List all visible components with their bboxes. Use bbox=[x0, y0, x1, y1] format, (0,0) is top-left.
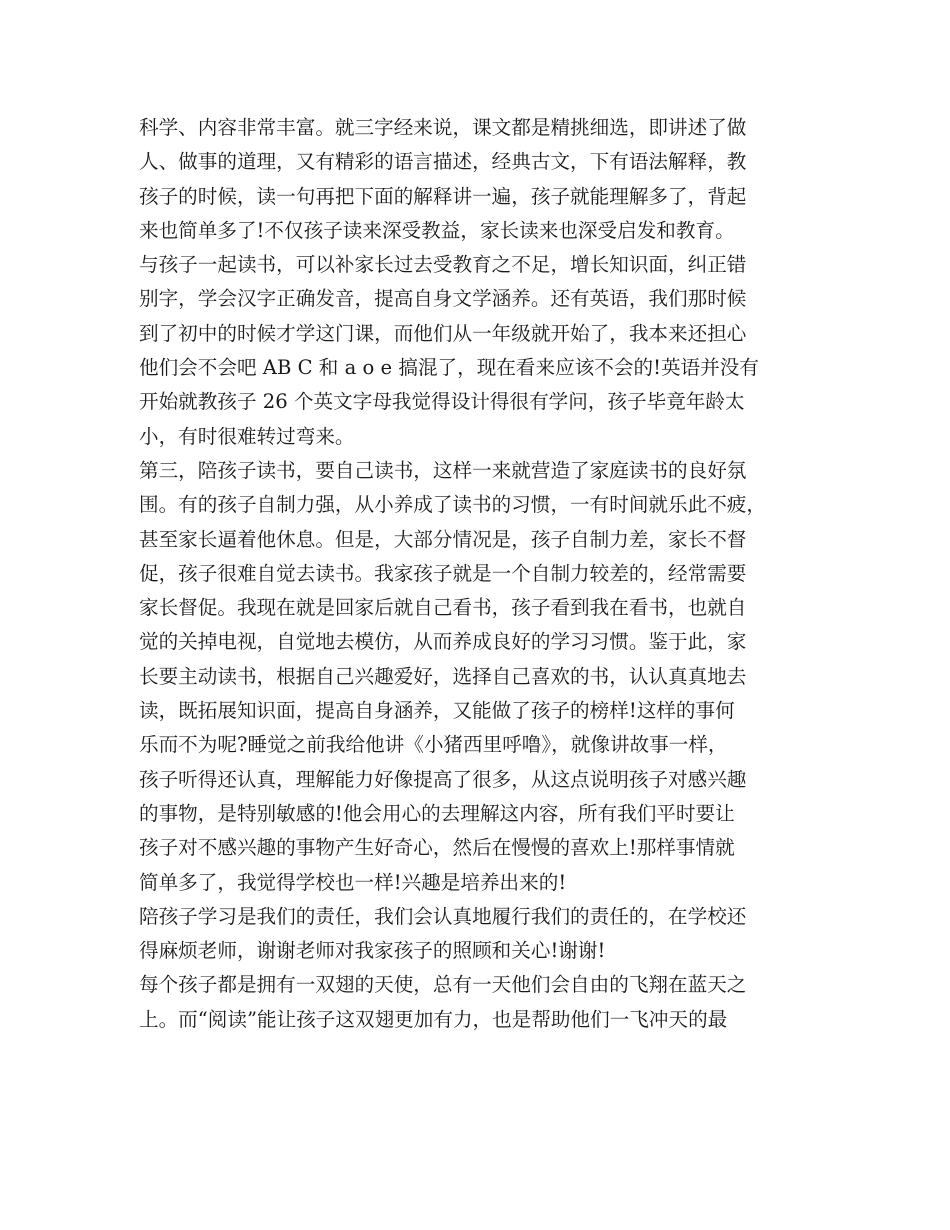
text-line: 小，有时很难转过弯来。 bbox=[139, 424, 355, 448]
text-line: 他们会不会吧 AB C 和 a o e 搞混了，现在看来应该不会的!英语并没有 bbox=[139, 356, 759, 380]
text-line: 人、做事的道理，又有精彩的语言描述，经典古文，下有语法解释，教 bbox=[139, 150, 747, 174]
text-line: 孩子的时候，读一句再把下面的解释讲一遍，孩子就能理解多了，背起 bbox=[139, 184, 747, 208]
text-line: 的事物，是特别敏感的!他会用心的去理解这内容，所有我们平时要让 bbox=[139, 801, 735, 825]
paragraph-4 bbox=[139, 900, 819, 969]
text-line: 孩子对不感兴趣的事物产生好奇心，然后在慢慢的喜欢上!那样事情就 bbox=[139, 836, 735, 860]
text-line: 乐而不为呢?睡觉之前我给他讲《小猪西里呼噜》，就像讲故事一样， bbox=[139, 733, 728, 757]
text-line: 孩子听得还认真，理解能力好像提高了很多，从这点说明孩子对感兴趣 bbox=[139, 767, 747, 791]
paragraph-5 bbox=[139, 968, 819, 1037]
paragraph-1 bbox=[139, 111, 819, 248]
text-line: 每个孩子都是拥有一双翅的天使，总有一天他们会自由的飞翔在蓝天之 bbox=[139, 973, 747, 997]
text-line: 开始就教孩子 26 个英文字母我觉得设计得很有学问，孩子毕竟年龄太 bbox=[139, 390, 745, 414]
text-line: 来也简单多了!不仅孩子读来深受教益，家长读来也深受启发和教育。 bbox=[139, 218, 735, 242]
text-line: 促，孩子很难自觉去读书。我家孩子就是一个自制力较差的，经常需要 bbox=[139, 561, 747, 585]
text-line: 别字，学会汉字正确发音，提高自身文学涵养。还有英语，我们那时候 bbox=[139, 287, 747, 311]
text-line: 与孩子一起读书，可以补家长过去受教育之不足，增长知识面，纠正错 bbox=[139, 253, 747, 277]
paragraph-3 bbox=[139, 454, 819, 900]
text-line: 围。有的孩子自制力强，从小养成了读书的习惯，一有时间就乐此不疲， bbox=[139, 493, 766, 517]
document-body bbox=[139, 111, 819, 1037]
text-line: 读，既拓展知识面，提高自身涵养，又能做了孩子的榜样!这样的事何 bbox=[139, 699, 735, 723]
text-line: 觉的关掉电视，自觉地去模仿，从而养成良好的学习习惯。鉴于此，家 bbox=[139, 630, 747, 654]
text-line: 陪孩子学习是我们的责任，我们会认真地履行我们的责任的，在学校还 bbox=[139, 904, 747, 928]
paragraph-2 bbox=[139, 248, 819, 454]
text-line: 甚至家长逼着他休息。但是，大部分情况是，孩子自制力差，家长不督 bbox=[139, 527, 747, 551]
text-line: 第三，陪孩子读书，要自己读书，这样一来就营造了家庭读书的良好氛 bbox=[139, 458, 747, 482]
text-line: 简单多了，我觉得学校也一样!兴趣是培养出来的! bbox=[139, 870, 567, 894]
text-line: 家长督促。我现在就是回家后就自己看书，孩子看到我在看书，也就自 bbox=[139, 596, 747, 620]
text-line: 到了初中的时候才学这门课，而他们从一年级就开始了，我本来还担心 bbox=[139, 321, 747, 345]
text-line: 科学、内容非常丰富。就三字经来说，课文都是精挑细选，即讲述了做 bbox=[139, 116, 747, 139]
text-line: 得麻烦老师，谢谢老师对我家孩子的照顾和关心!谢谢! bbox=[139, 939, 606, 963]
text-line: 长要主动读书，根据自己兴趣爱好，选择自己喜欢的书，认认真真地去 bbox=[139, 664, 747, 688]
text-line: 上。而“阅读”能让孩子这双翅更加有力，也是帮助他们一飞冲天的最 bbox=[139, 1007, 728, 1031]
